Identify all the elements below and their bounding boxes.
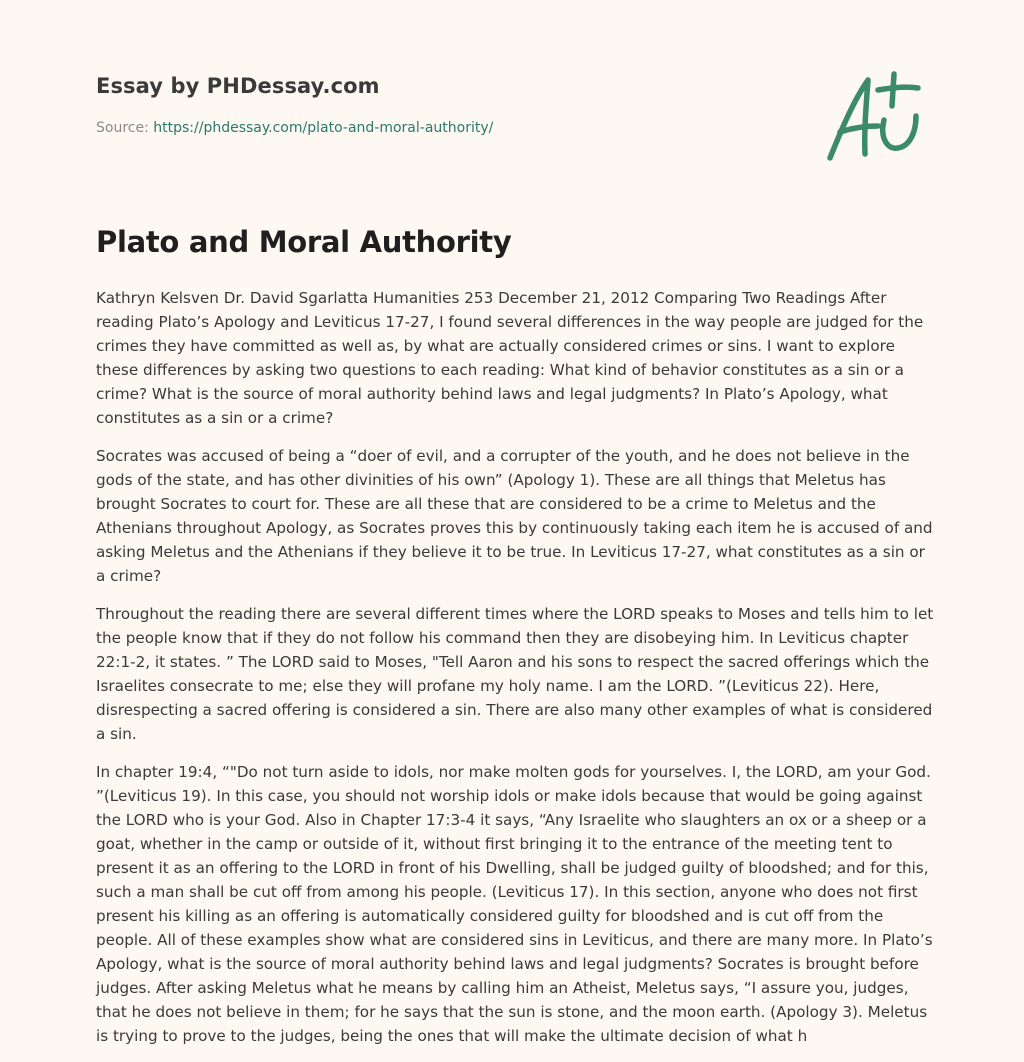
paragraph: Kathryn Kelsven Dr. David Sgarlatta Humanities 253 December 21, 2012 Comparing Two Readings After reading Plato’s Apology and Leviticus 17-27, I found several differences in the way people are judged for the crimes they have committed as well as, by what are actually considered crimes or sins. I want to explore these differences by asking two questions to each reading: What kind of behavior constitutes as a sin or a crime? What is the source of moral authority behind laws and legal judgments? In Plato’s Apology, what constitutes as a sin or a crime? (96, 289, 924, 427)
document-body (96, 286, 936, 1062)
source-label: Source: (96, 120, 149, 136)
paragraph: Socrates was accused of being a “doer of evil, and a corrupter of the youth, and he does not believe in the gods of the state, and has other divinities of his own” (Apology 1). These are all things that Meletus has brought Socrates to court for. These are all these that are considered to be a crime to Meletus and the Athenians throughout Apology, as Socrates proves this by continuously taking each item he is accused of and asking Meletus and the Athenians if they believe it to be true. In Leviticus 17-27, what constitutes as a sin or a crime? (96, 447, 933, 585)
document-title: Plato and Moral Authority (96, 225, 512, 259)
brand-title: Essay by PHDessay.com (96, 74, 380, 98)
source-line (96, 120, 796, 136)
a-plus-logo-icon (820, 66, 930, 166)
essay-header (96, 74, 796, 136)
paragraph: In chapter 19:4, “"Do not turn aside to idols, nor make molten gods for yourselves. I, the LORD, am your God. ”(Leviticus 19). In this case, you should not worship idols or make idols because that would be going against the LORD who is your God. Also in Chapter 17:3-4 it says, “Any Israelite who slaughters an ox or a sheep or a goat, whether in the camp or outside of it, without first bringing it to the entrance of the meeting tent to present it as an offering to the LORD in front of his Dwelling, shall be judged guilty of bloodshed; and for this, such a man shall be cut off from among his people. (Leviticus 17). In this section, anyone who does not first present his killing as an offering is automatically considered guilty for bloodshed and is cut off from the people. All of these examples show what are considered sins in Leviticus, and there are many more. In Plato’s Apology, what is the source of moral authority behind laws and legal judgments? Socrates is brought before judges. After asking Meletus what he means by calling him an Atheist, Meletus says, “I assure you, judges, that he does not believe in them; for he says that the sun is stone, and the moon earth. (Apology 3). Meletus is trying to prove to the judges, being the ones that will make the ultimate decision of what h (96, 763, 933, 1045)
paragraph: Throughout the reading there are several different times where the LORD speaks to Moses and tells him to let the people know that if they do not follow his command then they are disobeying him. In Leviticus chapter 22:1-2, it states. ” The LORD said to Moses, "Tell Aaron and his sons to respect the sacred offerings which the Israelites consecrate to me; else they will profane my holy name. I am the LORD. ”(Leviticus 22). Here, disrespecting a sacred offering is considered a sin. There are also many other examples of what is considered a sin. (96, 605, 934, 743)
source-link[interactable]: https://phdessay.com/plato-and-moral-authority/ (153, 120, 494, 136)
